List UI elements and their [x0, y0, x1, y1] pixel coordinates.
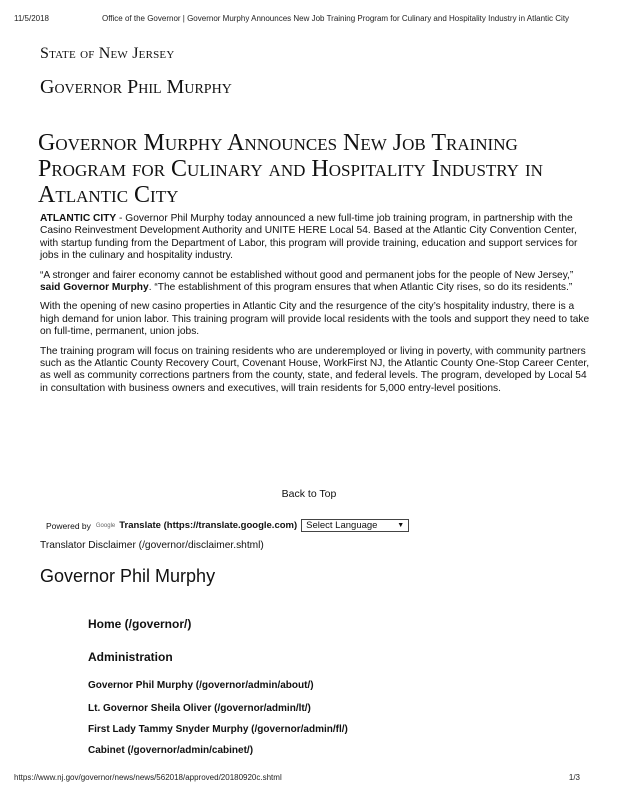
print-url: https://www.nj.gov/governor/news/news/562018/approved/20180920c.shtml [14, 773, 282, 782]
footer-site-title: Governor Phil Murphy [40, 566, 216, 586]
print-date: 11/5/2018 [14, 14, 49, 23]
page-title: Governor Murphy Announces New Job Training Program for Culinary and Hospitality Industry in Atlantic City [38, 130, 543, 208]
quote-part-2: . “The establishment of this program ensures that when Atlantic City rises, so do its residents.” [148, 282, 573, 294]
quote-part-1: “A stronger and fairer economy cannot be established without good and permanent jobs for the people of New Jersey,” [40, 269, 574, 281]
nav-home-link[interactable]: Home (/governor/) [88, 617, 192, 631]
translate-link[interactable]: Translate (https://translate.google.com) [119, 520, 298, 531]
language-select[interactable] [301, 519, 409, 532]
nav-administration-heading: Administration [88, 650, 173, 664]
language-select-value: Select Language [306, 520, 378, 531]
paragraph-1 [40, 213, 596, 263]
nav-item-lt-governor[interactable]: Lt. Governor Sheila Oliver (/governor/admin/lt/) [88, 703, 311, 714]
quote-attribution: said Governor Murphy [40, 282, 149, 294]
page-number: 1/3 [568, 773, 580, 782]
paragraph-2 [40, 270, 596, 295]
back-to-top-link[interactable] [0, 488, 618, 500]
paragraph-1-text: - Governor Phil Murphy today announced a new full-time job training program, in partnership with the Casino Reinvestment Development Authority and UNITE HERE Local 54. Based at the Atlantic City Convention Center, with startup funding from the Department of Labor, this program will provide training, education and support services for jobs in the culinary and hospitality industry. [40, 213, 578, 262]
governor-name-link[interactable]: Governor Phil Murphy [40, 76, 232, 98]
dateline: ATLANTIC CITY [40, 213, 117, 224]
paragraph-3: With the opening of new casino properties in Atlantic City and the resurgence of the city’s hospitality industry, there is a high demand for union labor. This training program will provide local residents with the tools and support they need to take on full-time, permanent, union jobs. [40, 301, 590, 338]
powered-by-label: Powered by [46, 520, 91, 531]
nav-item-cabinet[interactable]: Cabinet (/governor/admin/cabinet/) [88, 745, 254, 756]
paragraph-4: The training program will focus on training residents who are underemployed or living in poverty, with community partners such as the Atlantic County Recovery Court, Covenant House, WorkFirst NJ, the Atlantic County One-Stop Career Center, as well as community corrections partners from the county, state, and federal levels. The program, developed by Local 54 in consultation with business owners and executives, will train residents for 5,000 entry-level positions. [40, 345, 590, 394]
print-document-title: Office of the Governor | Governor Murphy Announces New Job Training Program for Culinary and Hospitality Industry in Atlantic City [102, 14, 570, 23]
back-to-top-label[interactable]: Back to Top [281, 488, 337, 500]
nav-item-first-lady[interactable]: First Lady Tammy Snyder Murphy (/governor/admin/fl/) [88, 724, 348, 735]
nav-item-governor[interactable]: Governor Phil Murphy (/governor/admin/about/) [88, 680, 314, 691]
google-translate-widget [46, 519, 409, 532]
translator-disclaimer-link[interactable]: Translator Disclaimer (/governor/disclaimer.shtml) [40, 540, 264, 551]
article-body [40, 213, 596, 402]
dropdown-arrow-icon: ▼ [397, 522, 405, 529]
google-logo: Google [95, 522, 116, 529]
state-of-new-jersey-link[interactable]: State of New Jersey [40, 45, 175, 62]
